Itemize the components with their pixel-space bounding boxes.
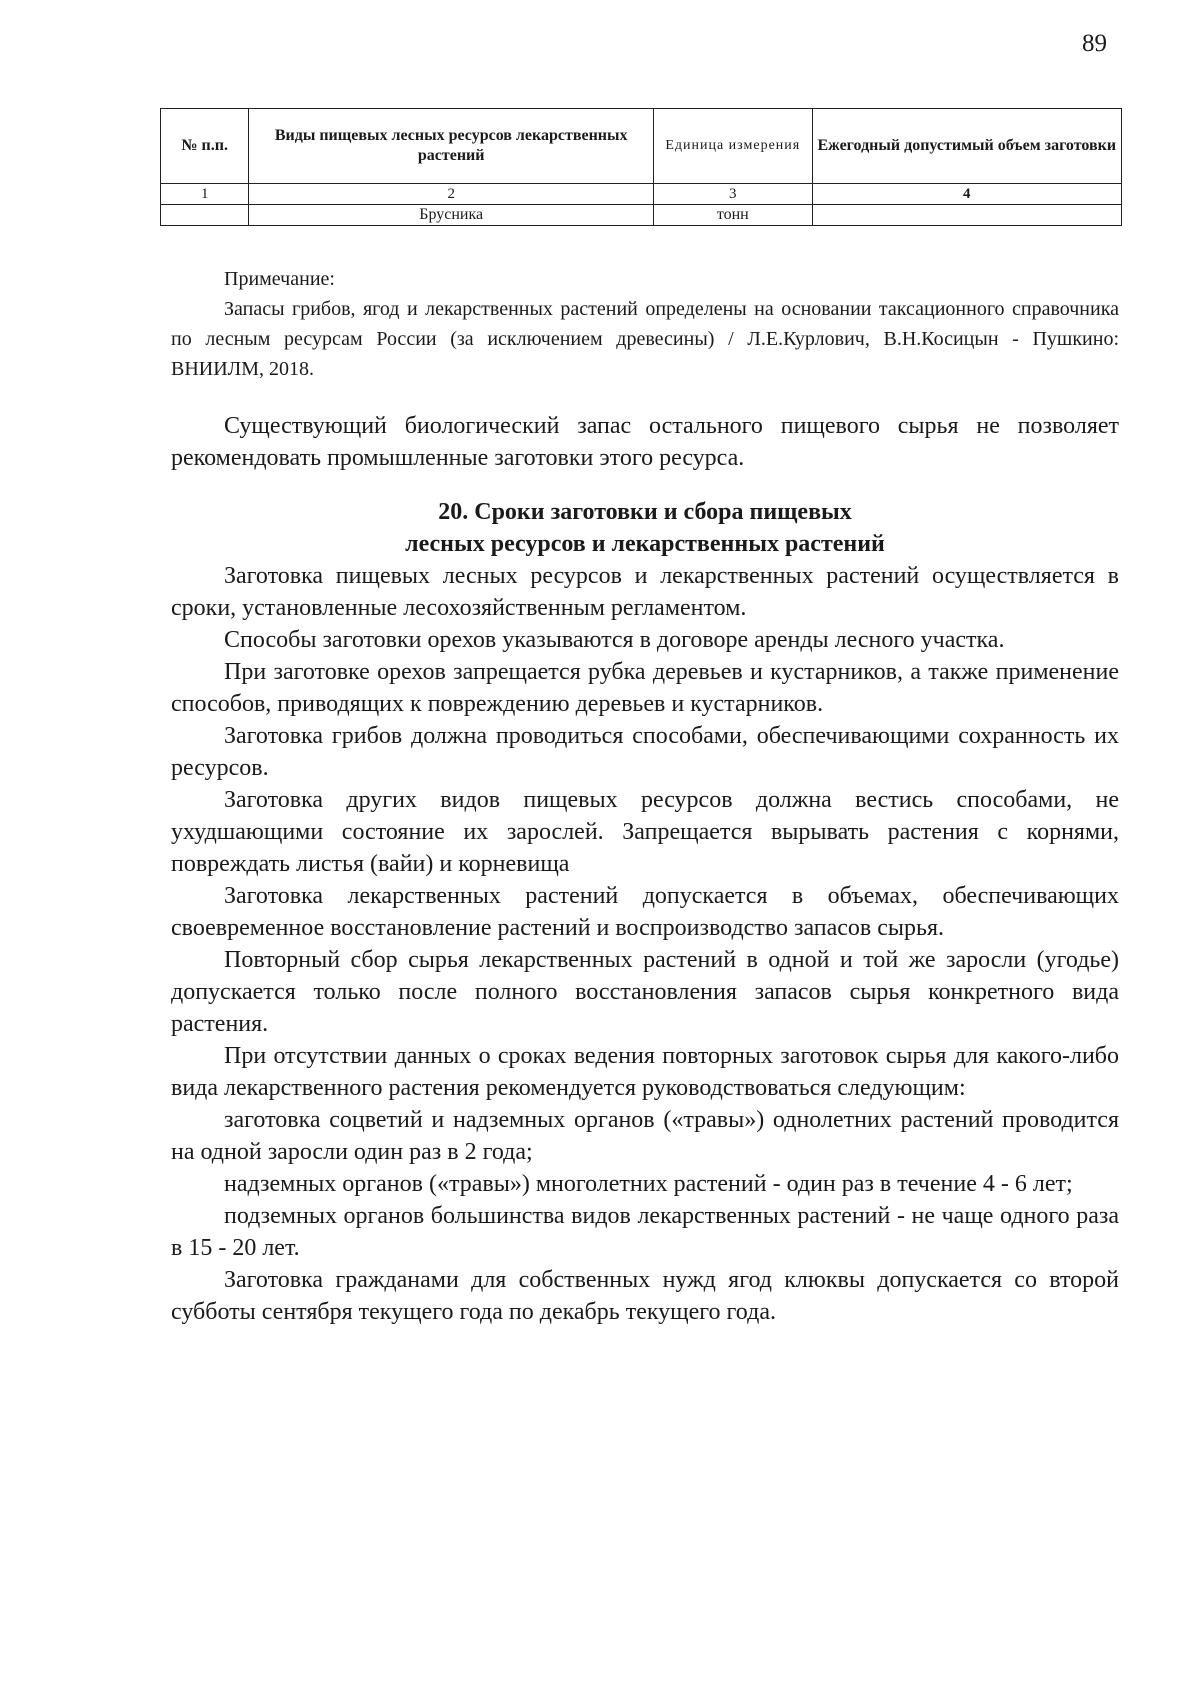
header-unit: Единица измерения: [653, 109, 812, 184]
resources-table-container: [160, 108, 1122, 226]
resources-table: [160, 108, 1122, 226]
paragraph: надземных органов («травы») многолетних растений - один раз в течение 4 - 6 лет;: [224, 1171, 1073, 1197]
paragraph: Заготовка гражданами для собственных нужд ягод клюквы допускается со второй субботы сентября текущего года по декабрь текущего года.: [171, 1267, 1119, 1325]
header-number: № п.п.: [161, 109, 249, 184]
column-number-2: 2: [249, 184, 654, 205]
page-number: 89: [1082, 30, 1107, 57]
note-title: Примечание:: [224, 268, 335, 290]
header-annual-volume: Ежегодный допустимый объем заготовки: [812, 109, 1121, 184]
main-content: [171, 410, 1119, 1328]
note-body: Запасы грибов, ягод и лекарственных растений определены на основании таксационного справочника по лесным ресурсам России (за исключением древесины) / Л.Е.Курлович, В.Н.Косицын - Пушкино: ВНИИЛМ, 2018.: [171, 298, 1119, 380]
table-row: [161, 205, 1122, 226]
paragraph: Способы заготовки орехов указываются в договоре аренды лесного участка.: [224, 627, 1005, 653]
paragraph: заготовка соцветий и надземных органов («травы») однолетних растений проводится на одной заросли один раз в 2 года;: [171, 1107, 1119, 1165]
intro-paragraph: Существующий биологический запас остального пищевого сырья не позволяет рекомендовать промышленные заготовки этого ресурса.: [171, 413, 1119, 471]
header-resource-type: Виды пищевых лесных ресурсов лекарственных растений: [249, 109, 654, 184]
table-header-row: [161, 109, 1122, 184]
section-title-line-1: 20. Сроки заготовки и сбора пищевых: [438, 499, 852, 525]
paragraph: Заготовка лекарственных растений допускается в объемах, обеспечивающих своевременное восстановление растений и воспроизводство запасов сырья.: [171, 883, 1119, 941]
section-title-line-2: лесных ресурсов и лекарственных растений: [405, 531, 885, 557]
paragraph: При отсутствии данных о сроках ведения повторных заготовок сырья для какого-либо вида лекарственного растения рекомендуется руководствоваться следующим:: [171, 1043, 1119, 1101]
note-block: [171, 264, 1119, 384]
paragraph: Заготовка грибов должна проводиться способами, обеспечивающими сохранность их ресурсов.: [171, 723, 1119, 781]
table-cell-number: [161, 205, 249, 226]
table-cell-unit: тонн: [653, 205, 812, 226]
column-number-1: 1: [161, 184, 249, 205]
column-number-4: 4: [812, 184, 1121, 205]
table-cell-resource: Брусника: [249, 205, 654, 226]
paragraph: Заготовка пищевых лесных ресурсов и лекарственных растений осуществляется в сроки, установленные лесохозяйственным регламентом.: [171, 563, 1119, 621]
table-column-numbers-row: [161, 184, 1122, 205]
column-number-3: 3: [653, 184, 812, 205]
paragraph: Повторный сбор сырья лекарственных растений в одной и той же заросли (угодье) допускается только после полного восстановления запасов сырья конкретного вида растения.: [171, 947, 1119, 1037]
paragraph: При заготовке орехов запрещается рубка деревьев и кустарников, а также применение способов, приводящих к повреждению деревьев и кустарников.: [171, 659, 1119, 717]
paragraph: подземных органов большинства видов лекарственных растений - не чаще одного раза в 15 - 20 лет.: [171, 1203, 1119, 1261]
paragraph: Заготовка других видов пищевых ресурсов должна вестись способами, не ухудшающими состояние их зарослей. Запрещается вырывать растения с корнями, повреждать листья (вайи) и корневища: [171, 787, 1119, 877]
table-cell-volume: [812, 205, 1121, 226]
